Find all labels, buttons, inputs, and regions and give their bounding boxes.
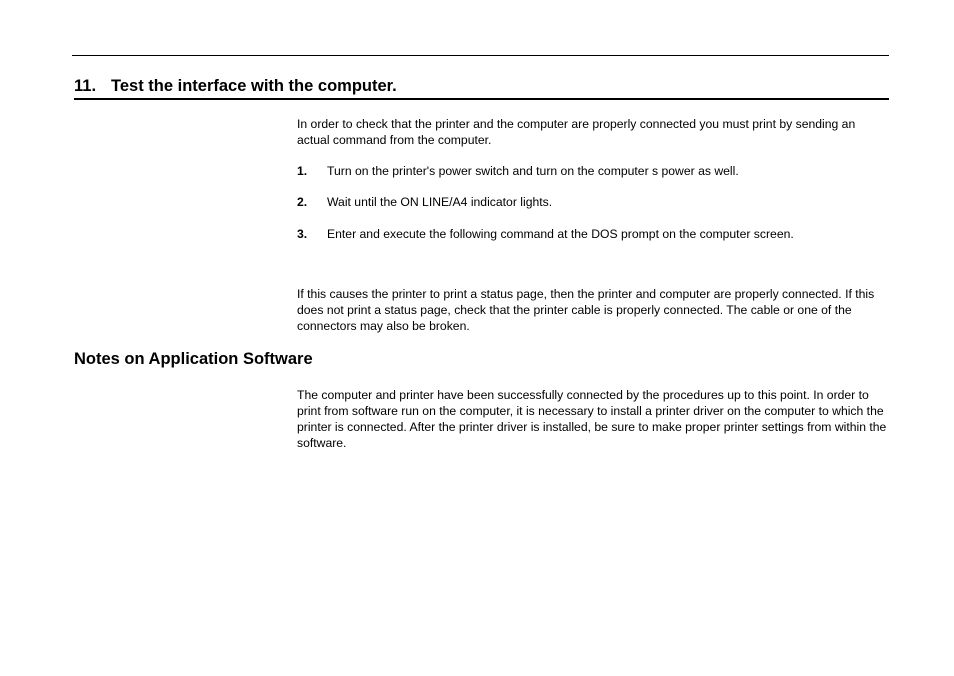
- step-text: Enter and execute the following command at the DOS prompt on the computer screen.: [327, 227, 794, 241]
- notes-heading: Notes on Application Software: [74, 350, 313, 368]
- step-text: Turn on the printer's power switch and turn on the computer s power as well.: [327, 164, 739, 178]
- step-number: 3.: [297, 227, 308, 241]
- section-heading: [74, 76, 889, 100]
- step-text: Wait until the ON LINE/A4 indicator lights.: [327, 195, 553, 209]
- notes-paragraph: The computer and printer have been successfully connected by the procedures up to this point. In order to print from software run on the computer, it is necessary to install a printer driver on the computer to which the printer is connected. After the printer driver is installed, be sure to make proper printer settings from within the software.: [297, 388, 887, 450]
- section-number: 11.: [74, 77, 97, 95]
- section-title: Test the interface with the computer.: [111, 77, 397, 95]
- step-number: 1.: [297, 164, 308, 178]
- intro-paragraph: In order to check that the printer and the computer are properly connected you must print by sending an actual command from the computer.: [297, 117, 856, 147]
- result-paragraph: If this causes the printer to print a status page, then the printer and computer are properly connected. If this does not print a status page, check that the printer cable is properly connected. The cable or one of the connectors may also be broken.: [297, 287, 875, 333]
- top-divider: [72, 55, 889, 56]
- step-number: 2.: [297, 195, 308, 209]
